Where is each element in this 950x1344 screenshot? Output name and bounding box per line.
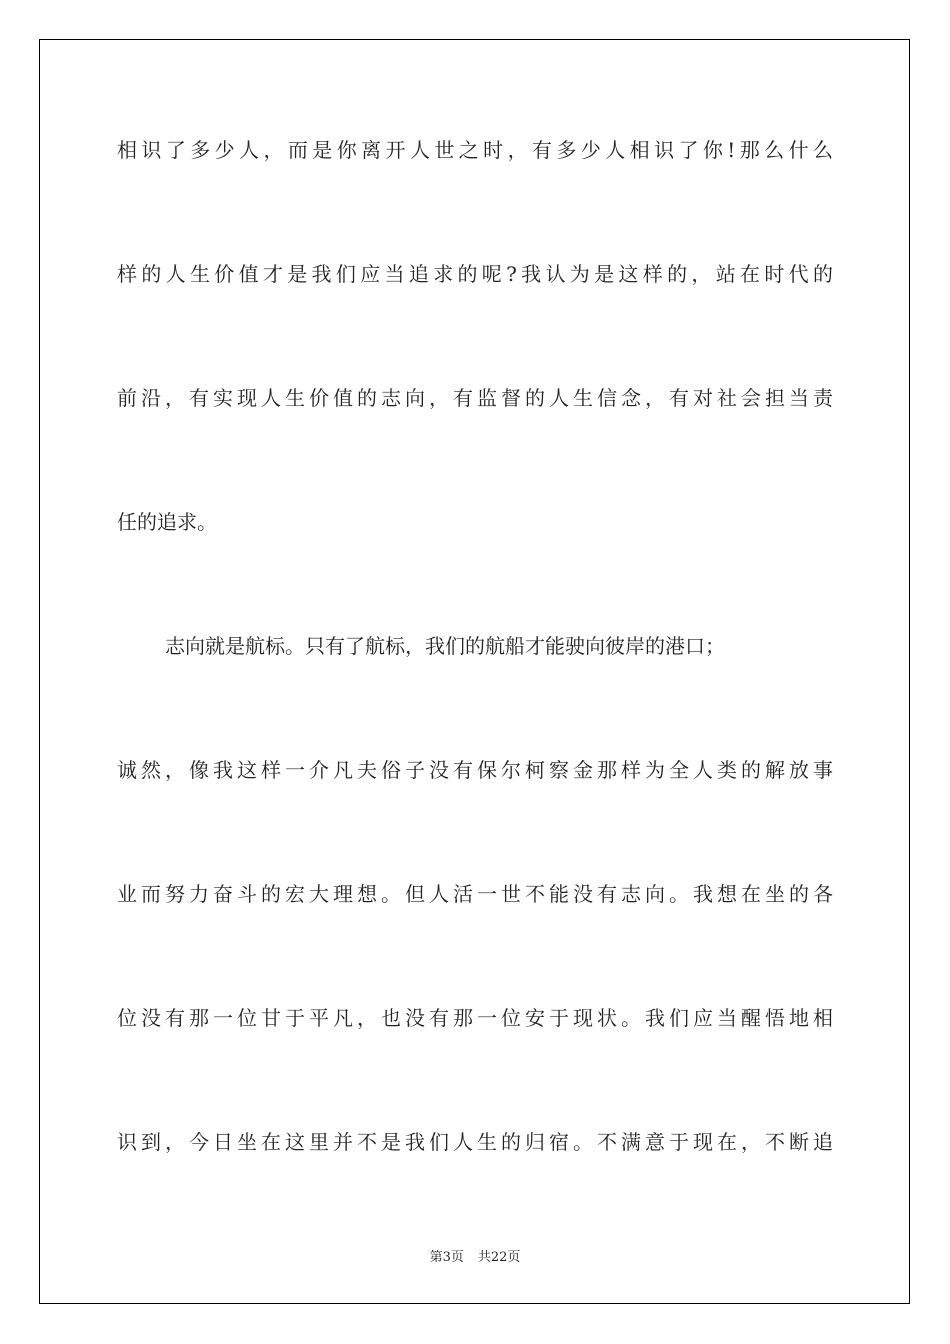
page-number: 第3页 (429, 1250, 464, 1265)
page-total: 共22页 (477, 1250, 521, 1265)
text-line-3: 前沿，有实现人生价值的志向，有监督的人生信念，有对社会担当责 (117, 386, 833, 410)
text-line-6: 诚然，像我这样一介凡夫俗子没有保尔柯察金那样为全人类的解放事 (117, 758, 833, 782)
text-line-5: 志向就是航标。只有了航标，我们的航船才能驶向彼岸的港口； (165, 634, 725, 658)
text-line-4: 任的追求。 (117, 510, 217, 534)
page-footer (0, 1246, 950, 1265)
text-line-7: 业而努力奋斗的宏大理想。但人活一世不能没有志向。我想在坐的各 (117, 882, 833, 906)
page-border (39, 39, 910, 1304)
text-line-8: 位没有那一位甘于平凡，也没有那一位安于现状。我们应当醒悟地相 (117, 1006, 833, 1030)
text-line-1: 相识了多少人，而是你离开人世之时，有多少人相识了你!那么什么 (117, 138, 833, 162)
text-line-2: 样的人生价值才是我们应当追求的呢?我认为是这样的，站在时代的 (117, 262, 833, 286)
text-line-9: 识到，今日坐在这里并不是我们人生的归宿。不满意于现在，不断追 (117, 1130, 833, 1154)
